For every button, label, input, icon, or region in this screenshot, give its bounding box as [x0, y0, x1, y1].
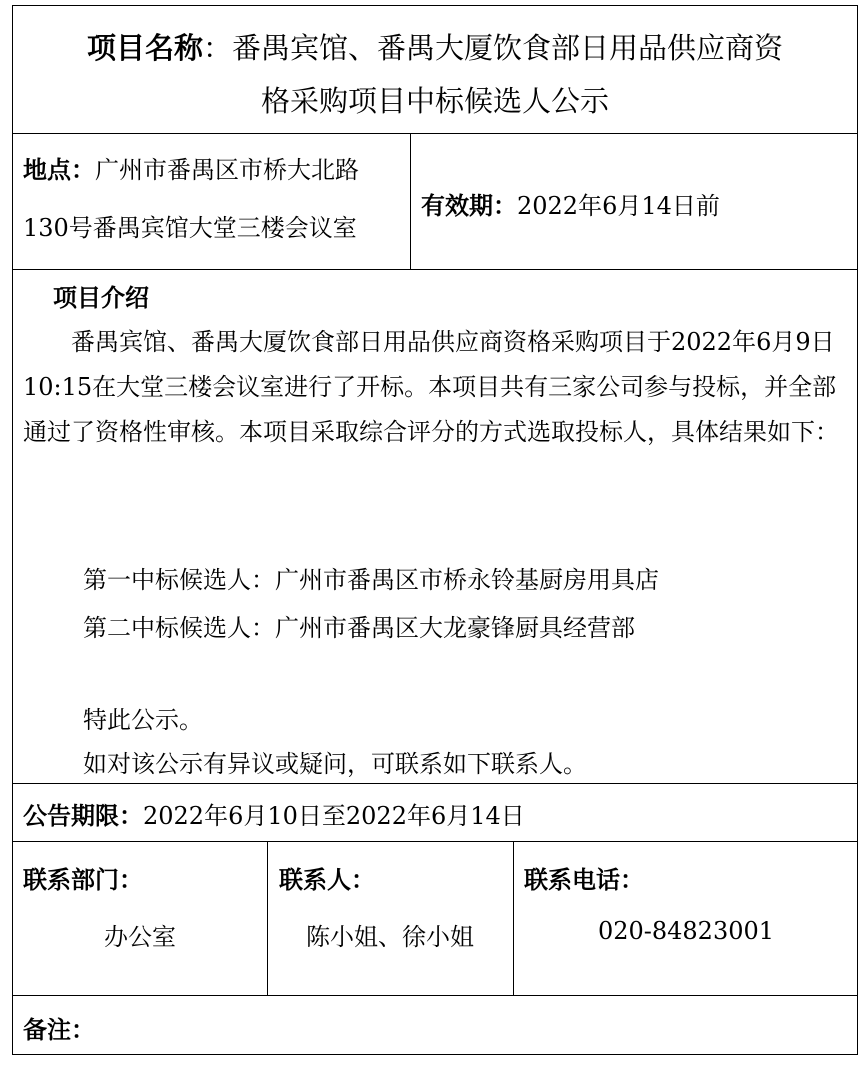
- project-name-line1: 番禺宾馆、番禺大厦饮食部日用品供应商资: [232, 31, 784, 65]
- project-name-label: 项目名称: [86, 31, 203, 65]
- title-row: [13, 6, 857, 134]
- candidate-second: 第二中标候选人：广州市番禺区大龙豪锋厨具经营部: [83, 614, 635, 642]
- intro-heading: 项目介绍: [53, 284, 149, 312]
- intro-paragraph: 番禺宾馆、番禺大厦饮食部日用品供应商资格采购项目于2022年6月9日10:15在大堂三楼会议室进行了开标。本项目共有三家公司参与投标，并全部通过了资格性审核。本项目采取综合评分的方式选取投标人，具体结果如下：: [23, 328, 839, 446]
- period: [23, 796, 525, 831]
- candidate-first: 第一中标候选人：广州市番禺区市桥永铃基厨房用具店: [83, 566, 659, 594]
- intro-row: [13, 270, 857, 784]
- location-divider: [410, 134, 411, 269]
- location-row: [13, 134, 857, 270]
- project-name-line2: 格采购项目中标候选人公示: [260, 84, 609, 118]
- period-value: 2022年6月10日至2022年6月14日: [143, 802, 525, 830]
- remark-row: [13, 996, 857, 1056]
- project-name-separator: ：: [202, 31, 232, 65]
- person-value: 陈小姐、徐小姐: [306, 923, 474, 951]
- phone-label: 联系电话：: [524, 866, 644, 894]
- notice-table: [12, 5, 858, 1055]
- dept-label: 联系部门：: [23, 866, 143, 894]
- remark-label: 备注：: [23, 1016, 95, 1044]
- title-line-1: [13, 26, 857, 67]
- location-line-1: [23, 150, 359, 185]
- period-row: [13, 784, 857, 842]
- location-value-line2: 130号番禺宾馆大堂三楼会议室: [23, 214, 357, 242]
- phone-value: 020-84823001: [597, 917, 775, 945]
- period-label: 公告期限：: [23, 802, 143, 830]
- dept-value: 办公室: [104, 923, 176, 951]
- contact-note: 如对该公示有异议或疑问，可联系如下联系人。: [83, 750, 587, 778]
- validity: [421, 186, 720, 221]
- validity-value: 2022年6月14日前: [517, 192, 720, 220]
- validity-label: 有效期：: [421, 192, 517, 220]
- location-label: 地点：: [23, 156, 95, 184]
- person-label: 联系人：: [279, 866, 375, 894]
- contact-row: [13, 842, 857, 996]
- location-value-line1: 广州市番禺区市桥大北路: [95, 156, 359, 184]
- notice-text: 特此公示。: [83, 706, 203, 734]
